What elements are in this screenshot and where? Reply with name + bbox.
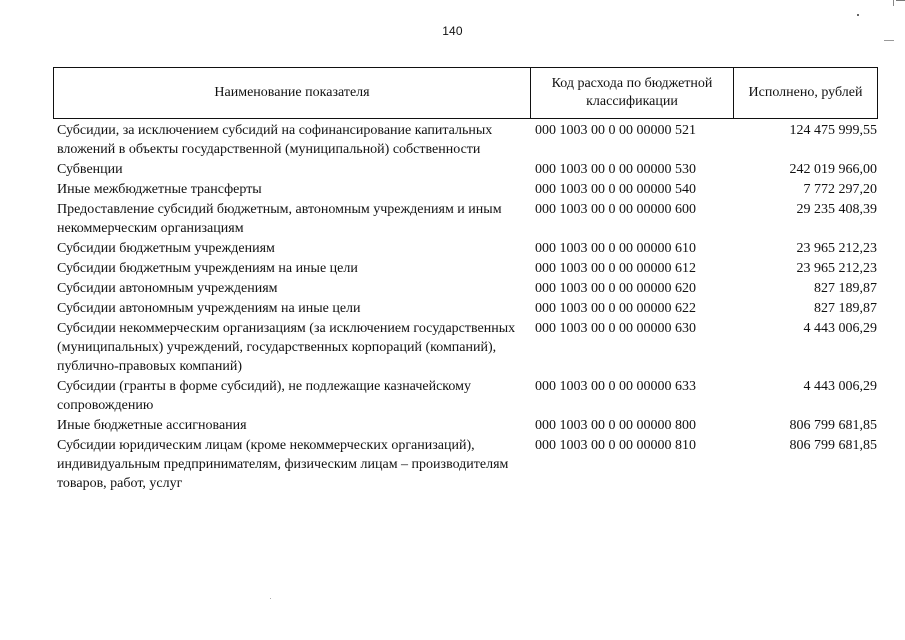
table-row xyxy=(57,319,877,376)
row-value: 827 189,87 xyxy=(814,301,877,316)
row-value: 124 475 999,55 xyxy=(789,123,877,138)
column-header-name: Наименование показателя xyxy=(54,68,531,118)
row-code: 000 1003 00 0 00 00000 800 xyxy=(535,418,696,433)
table-row xyxy=(57,200,877,238)
table-row xyxy=(57,160,877,179)
row-value: 4 443 006,29 xyxy=(803,379,877,394)
row-value: 806 799 681,85 xyxy=(789,418,877,433)
scan-speck xyxy=(893,0,894,6)
row-name: Субсидии автономным учреждениям xyxy=(57,281,278,296)
row-name: Субсидии юридическим лицам (кроме некоммерческих организаций), индивидуальным предпринимателям, физическим лицам – производителям товаров, работ, услуг xyxy=(57,438,509,491)
table-row xyxy=(57,377,877,415)
row-name: Субсидии бюджетным учреждениям xyxy=(57,241,275,256)
table-row xyxy=(57,436,877,493)
scan-speck xyxy=(884,40,894,41)
page-number: 140 xyxy=(442,24,463,38)
table-body xyxy=(57,121,877,494)
column-header-code: Код расхода по бюджетной классификации xyxy=(531,68,734,118)
table-row xyxy=(57,180,877,199)
table-header xyxy=(53,67,878,119)
row-name: Субсидии (гранты в форме субсидий), не подлежащие казначейскому сопровождению xyxy=(57,379,471,413)
row-code: 000 1003 00 0 00 00000 600 xyxy=(535,202,696,217)
scan-speck xyxy=(857,14,859,16)
row-name: Субсидии автономным учреждениям на иные цели xyxy=(57,301,361,316)
row-code: 000 1003 00 0 00 00000 622 xyxy=(535,301,696,316)
row-value: 4 443 006,29 xyxy=(803,321,877,336)
row-value: 23 965 212,23 xyxy=(796,261,877,276)
column-header-value: Исполнено, рублей xyxy=(748,85,863,100)
row-code: 000 1003 00 0 00 00000 633 xyxy=(535,379,696,394)
table-row xyxy=(57,416,877,435)
row-name: Предоставление субсидий бюджетным, автономным учреждениям и иным некоммерческим организациям xyxy=(57,202,502,236)
row-code: 000 1003 00 0 00 00000 810 xyxy=(535,438,696,453)
table-row xyxy=(57,259,877,278)
scan-speck xyxy=(270,598,271,599)
row-code: 000 1003 00 0 00 00000 620 xyxy=(535,281,696,296)
scan-speck xyxy=(896,0,905,1)
table-row xyxy=(57,121,877,159)
row-value: 29 235 408,39 xyxy=(796,202,877,217)
row-name: Субсидии, за исключением субсидий на софинансирование капитальных вложений в объекты государственной (муниципальной) собственности xyxy=(57,123,493,157)
row-code: 000 1003 00 0 00 00000 612 xyxy=(535,261,696,276)
table-row xyxy=(57,299,877,318)
row-name: Субвенции xyxy=(57,162,123,177)
row-value: 7 772 297,20 xyxy=(803,182,877,197)
row-name: Иные межбюджетные трансферты xyxy=(57,182,262,197)
row-name: Субсидии некоммерческим организациям (за исключением государственных (муниципальных) учреждений, государственных корпораций (компаний), публично-правовых компаний) xyxy=(57,321,516,374)
table-row xyxy=(57,239,877,258)
row-value: 242 019 966,00 xyxy=(789,162,877,177)
row-value: 806 799 681,85 xyxy=(789,438,877,453)
row-name: Субсидии бюджетным учреждениям на иные цели xyxy=(57,261,358,276)
table-row xyxy=(57,279,877,298)
row-code: 000 1003 00 0 00 00000 530 xyxy=(535,162,696,177)
row-code: 000 1003 00 0 00 00000 521 xyxy=(535,123,696,138)
row-name: Иные бюджетные ассигнования xyxy=(57,418,247,433)
row-code: 000 1003 00 0 00 00000 630 xyxy=(535,321,696,336)
row-code: 000 1003 00 0 00 00000 610 xyxy=(535,241,696,256)
row-code: 000 1003 00 0 00 00000 540 xyxy=(535,182,696,197)
row-value: 827 189,87 xyxy=(814,281,877,296)
row-value: 23 965 212,23 xyxy=(796,241,877,256)
